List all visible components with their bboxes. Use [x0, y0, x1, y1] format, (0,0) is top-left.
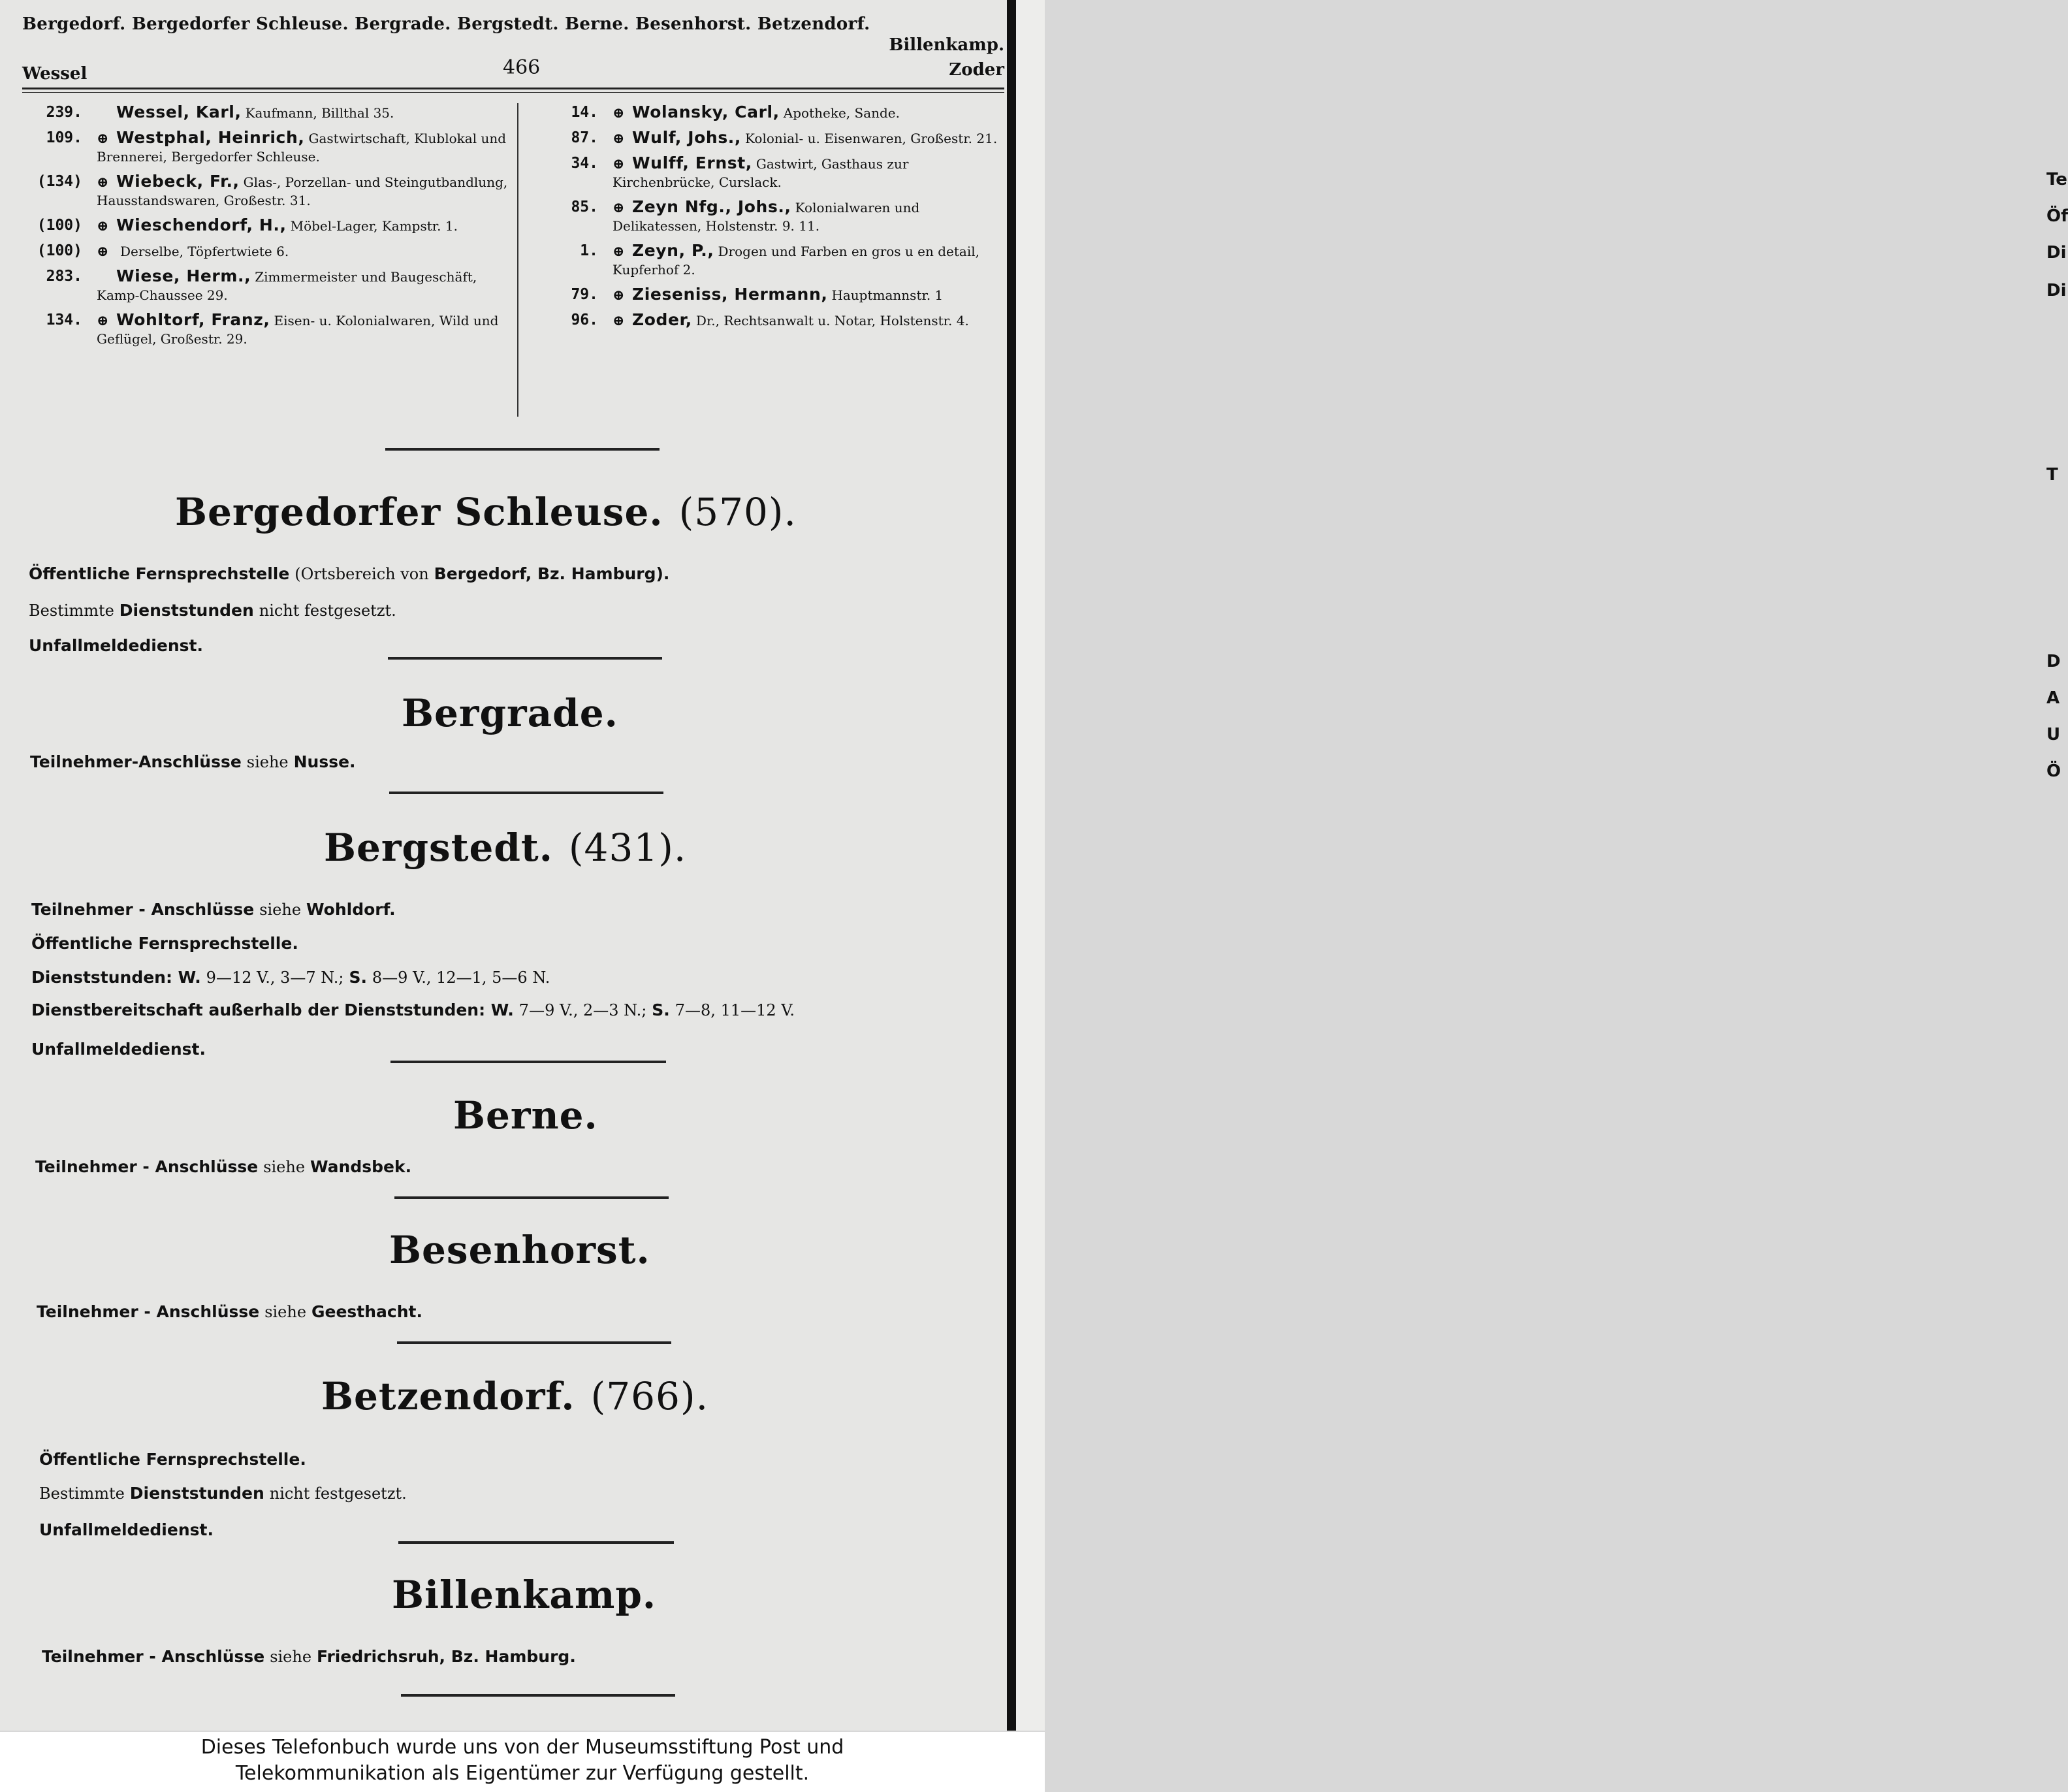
section-name: Billenkamp. — [392, 1573, 657, 1617]
section-name: Bergedorfer Schleuse. — [175, 490, 663, 534]
section-name: Besenhorst. — [389, 1228, 650, 1272]
section-rule — [389, 792, 663, 794]
label: Öffentliche Fernsprechstelle — [29, 564, 290, 583]
page-header — [22, 14, 1004, 93]
reference: Friedrichsruh, Bz. Hamburg. — [317, 1647, 576, 1666]
public-station-symbol-icon: ⊕ — [97, 312, 109, 329]
entry-number: (100) — [37, 217, 82, 234]
reference: Nusse. — [293, 752, 356, 771]
label: Dienststunden — [119, 601, 254, 620]
text: siehe — [259, 901, 302, 919]
entry-name: Zieseniss, Hermann, — [632, 285, 828, 304]
margin-fragment: T — [2046, 465, 2058, 485]
header-first-entry: Wessel — [22, 64, 87, 84]
entry-number: 79. — [571, 286, 598, 303]
section-rule — [398, 1541, 674, 1544]
entry-body — [97, 242, 509, 261]
text: Bestimmte — [39, 1484, 125, 1503]
label: Teilnehmer-Anschlüsse — [30, 752, 242, 771]
entry-number: 109. — [46, 129, 82, 146]
margin-fragment: Ö — [2046, 761, 2061, 781]
public-station-symbol-icon: ⊕ — [97, 174, 109, 191]
entry-number: 87. — [571, 129, 598, 146]
text: siehe — [270, 1648, 312, 1666]
section-title-bergrade — [402, 691, 618, 735]
entry-body — [97, 267, 509, 304]
footer-line-1: Dieses Telefonbuch wurde uns von der Museumsstiftung Post und — [200, 1736, 844, 1759]
directory-entry — [20, 129, 509, 166]
label: Dienstbereitschaft außerhalb der Dienststunden: W. — [31, 1000, 514, 1019]
schleuse-line-2 — [29, 601, 396, 620]
directory-entry — [535, 311, 1009, 330]
section-title-berne — [453, 1093, 598, 1138]
margin-fragment: Te — [2046, 170, 2067, 189]
text: Bestimmte — [29, 601, 114, 620]
entry-name: Zoder, — [632, 310, 692, 329]
entry-details: Kolonialwaren und Delikatessen, Holstenstr. 9. 11. — [612, 200, 920, 234]
entry-name: Wiebeck, Fr., — [116, 172, 240, 191]
directory-entry — [20, 216, 509, 235]
public-station-symbol-icon: ⊕ — [612, 287, 625, 304]
section-name: Berne. — [453, 1093, 598, 1138]
entry-details: Dr., Rechtsanwalt u. Notar, Holstenstr. 4. — [695, 313, 969, 328]
bergstedt-line-1 — [31, 900, 396, 919]
page-number: 466 — [503, 56, 541, 79]
entry-name: Wulff, Ernst, — [632, 153, 752, 172]
entry-details: Derselbe, Töpfertwiete 6. — [120, 244, 289, 259]
directory-entry — [20, 103, 509, 122]
entry-number: 134. — [46, 312, 82, 328]
entry-details: Eisen- u. Kolonialwaren, Wild und Geflügel, Großestr. 29. — [97, 313, 499, 347]
public-station-symbol-icon: ⊕ — [612, 312, 625, 329]
entry-body — [97, 103, 509, 122]
public-station-symbol-icon: ⊕ — [612, 243, 625, 260]
column-divider — [517, 103, 518, 417]
entry-body — [612, 154, 1009, 191]
bergrade-line-1 — [30, 752, 356, 771]
entry-number: 34. — [571, 155, 598, 172]
entry-name: Wieschendorf, H., — [116, 216, 287, 234]
public-station-symbol-icon: ⊕ — [97, 243, 109, 260]
directory-entry — [535, 129, 1009, 148]
public-station-symbol-icon: ⊕ — [97, 217, 109, 234]
directory-entry — [20, 172, 509, 210]
entries-left-column — [20, 103, 509, 355]
section-code: (570). — [678, 490, 797, 534]
section-rule — [388, 657, 662, 660]
margin-fragment: Di — [2046, 243, 2067, 263]
section-code: (766). — [590, 1374, 709, 1418]
margin-fragment: U — [2046, 725, 2061, 744]
reference: Geesthacht. — [311, 1302, 422, 1321]
text: 8—9 V., 12—1, 5—6 N. — [372, 968, 550, 987]
bergstedt-line-5 — [31, 1040, 206, 1059]
header-places-continued: Billenkamp. — [889, 35, 1004, 55]
directory-page — [0, 0, 1038, 1731]
label: Teilnehmer - Anschlüsse — [35, 1157, 259, 1176]
footer-notice — [0, 1732, 1045, 1792]
entry-body — [612, 311, 1009, 330]
entry-number: 239. — [46, 104, 82, 121]
entry-body — [612, 285, 1009, 304]
label: Unfallmeldedienst. — [31, 1040, 206, 1059]
entry-details: Möbel-Lager, Kampstr. 1. — [290, 218, 458, 234]
schleuse-line-1 — [29, 564, 669, 583]
page-spine-shadow — [1007, 0, 1016, 1731]
label: Dienststunden — [129, 1484, 264, 1503]
entry-details: Glas-, Porzellan- und Steingutbandlung, Hausstandswaren, Großestr. 31. — [97, 174, 508, 208]
entry-name: Wulf, Johs., — [632, 128, 742, 147]
entry-body — [97, 216, 509, 235]
entry-details: Gastwirt, Gasthaus zur Kirchenbrücke, Curslack. — [612, 156, 909, 190]
section-rule — [401, 1694, 675, 1697]
entry-name: Wessel, Karl, — [116, 103, 242, 121]
entry-number: 85. — [571, 199, 598, 216]
besenhorst-line-1 — [37, 1302, 422, 1321]
entry-details: Kolonial- u. Eisenwaren, Großestr. 21. — [745, 131, 998, 146]
public-station-symbol-icon: ⊕ — [612, 130, 625, 147]
section-name: Bergrade. — [402, 691, 618, 735]
section-name: Bergstedt. — [324, 825, 553, 870]
entries-right-column — [535, 103, 1009, 336]
margin-fragment: Di — [2046, 281, 2067, 300]
betzendorf-line-2 — [39, 1484, 407, 1503]
entry-details: Hauptmannstr. 1 — [831, 287, 944, 303]
text: siehe — [246, 753, 289, 771]
text: siehe — [264, 1303, 307, 1321]
entry-body — [612, 103, 1009, 122]
label: Dienststunden: W. — [31, 968, 201, 987]
section-rule — [390, 1061, 666, 1063]
directory-entry — [535, 242, 1009, 279]
label: Unfallmeldedienst. — [29, 636, 203, 655]
public-station-symbol-icon: ⊕ — [97, 130, 109, 147]
label: Teilnehmer - Anschlüsse — [37, 1302, 260, 1321]
directory-entry — [20, 267, 509, 304]
section-rule — [397, 1341, 671, 1344]
section-title-besenhorst — [389, 1228, 650, 1272]
margin-fragment: Öf — [2046, 206, 2068, 226]
directory-entry — [535, 103, 1009, 122]
header-last-entry: Zoder — [949, 60, 1004, 80]
entry-number: 283. — [46, 268, 82, 285]
reference: Bergedorf, Bz. Hamburg). — [434, 564, 670, 583]
header-rule — [22, 88, 1004, 93]
text: nicht festgesetzt. — [259, 601, 396, 620]
text: 9—12 V., 3—7 N.; — [206, 968, 344, 987]
entry-number: 1. — [580, 242, 598, 259]
entry-body — [97, 172, 509, 210]
entry-name: Wiese, Herm., — [116, 266, 251, 285]
directory-entry — [20, 311, 509, 348]
entry-body — [97, 311, 509, 348]
bergstedt-line-3 — [31, 968, 550, 987]
entry-name: Westphal, Heinrich, — [116, 128, 305, 147]
section-title-bergstedt — [324, 825, 686, 870]
margin-fragment: A — [2046, 688, 2060, 708]
entry-details: Drogen und Farben en gros u en detail, Kupferhof 2. — [612, 244, 979, 278]
footer-line-2: Telekommunikation als Eigentümer zur Verfügung gestellt. — [235, 1762, 810, 1785]
entry-name: Zeyn, P., — [632, 241, 714, 260]
section-title-billenkamp — [392, 1573, 656, 1617]
label: Öffentliche Fernsprechstelle. — [39, 1450, 306, 1469]
entry-body — [612, 129, 1009, 148]
entry-name: Wohltorf, Franz, — [116, 310, 270, 329]
directory-entry — [535, 154, 1009, 191]
directory-entry — [535, 285, 1009, 304]
berne-line-1 — [35, 1157, 411, 1176]
entry-body — [97, 129, 509, 166]
entry-details: Zimmermeister und Baugeschäft, Kamp-Chaussee 29. — [97, 269, 477, 303]
section-code: (431). — [568, 825, 687, 870]
entry-name: Wolansky, Carl, — [632, 103, 780, 121]
schleuse-line-3 — [29, 636, 203, 655]
entry-body — [612, 198, 1009, 235]
entry-number: (100) — [37, 242, 82, 259]
billenkamp-line-1 — [42, 1647, 576, 1666]
facing-page-edge — [1016, 0, 2068, 1731]
entry-details: Apotheke, Sande. — [783, 105, 900, 121]
entry-details: Gastwirtschaft, Klublokal und Brennerei, Bergedorfer Schleuse. — [97, 131, 507, 165]
margin-fragment: D — [2046, 652, 2061, 671]
betzendorf-line-1 — [39, 1450, 306, 1469]
text: siehe — [263, 1158, 306, 1176]
text: (Ortsbereich von — [294, 565, 429, 583]
bergstedt-line-2 — [31, 934, 298, 953]
section-rule — [394, 1196, 669, 1199]
label: S. — [652, 1000, 670, 1019]
label: Öffentliche Fernsprechstelle. — [31, 934, 298, 953]
label: Teilnehmer - Anschlüsse — [31, 900, 255, 919]
bergstedt-line-4 — [31, 1000, 795, 1019]
section-name: Betzendorf. — [321, 1374, 575, 1418]
reference: Wohldorf. — [306, 900, 396, 919]
directory-entry — [20, 242, 509, 261]
public-station-symbol-icon: ⊕ — [612, 199, 625, 216]
text: 7—8, 11—12 V. — [675, 1001, 795, 1019]
public-station-symbol-icon: ⊕ — [612, 104, 625, 121]
label: Unfallmeldedienst. — [39, 1520, 214, 1539]
section-rule — [385, 448, 660, 451]
entry-number: 14. — [571, 104, 598, 121]
entry-body — [612, 242, 1009, 279]
header-places: Bergedorf. Bergedorfer Schleuse. Bergrade. Bergstedt. Berne. Besenhorst. Betzendorf. — [22, 14, 870, 34]
entry-name: Zeyn Nfg., Johs., — [632, 197, 791, 216]
public-station-symbol-icon: ⊕ — [612, 155, 625, 172]
entry-number: (134) — [37, 173, 82, 190]
text: nicht festgesetzt. — [269, 1484, 407, 1503]
section-title-bergedorfer-schleuse — [175, 490, 797, 534]
label: Teilnehmer - Anschlüsse — [42, 1647, 265, 1666]
entry-details: Kaufmann, Billthal 35. — [245, 105, 394, 121]
text: 7—9 V., 2—3 N.; — [518, 1001, 647, 1019]
betzendorf-line-3 — [39, 1520, 214, 1539]
label: S. — [349, 968, 367, 987]
entry-number: 96. — [571, 312, 598, 328]
reference: Wandsbek. — [310, 1157, 412, 1176]
directory-entry — [535, 198, 1009, 235]
section-title-betzendorf — [321, 1374, 708, 1418]
